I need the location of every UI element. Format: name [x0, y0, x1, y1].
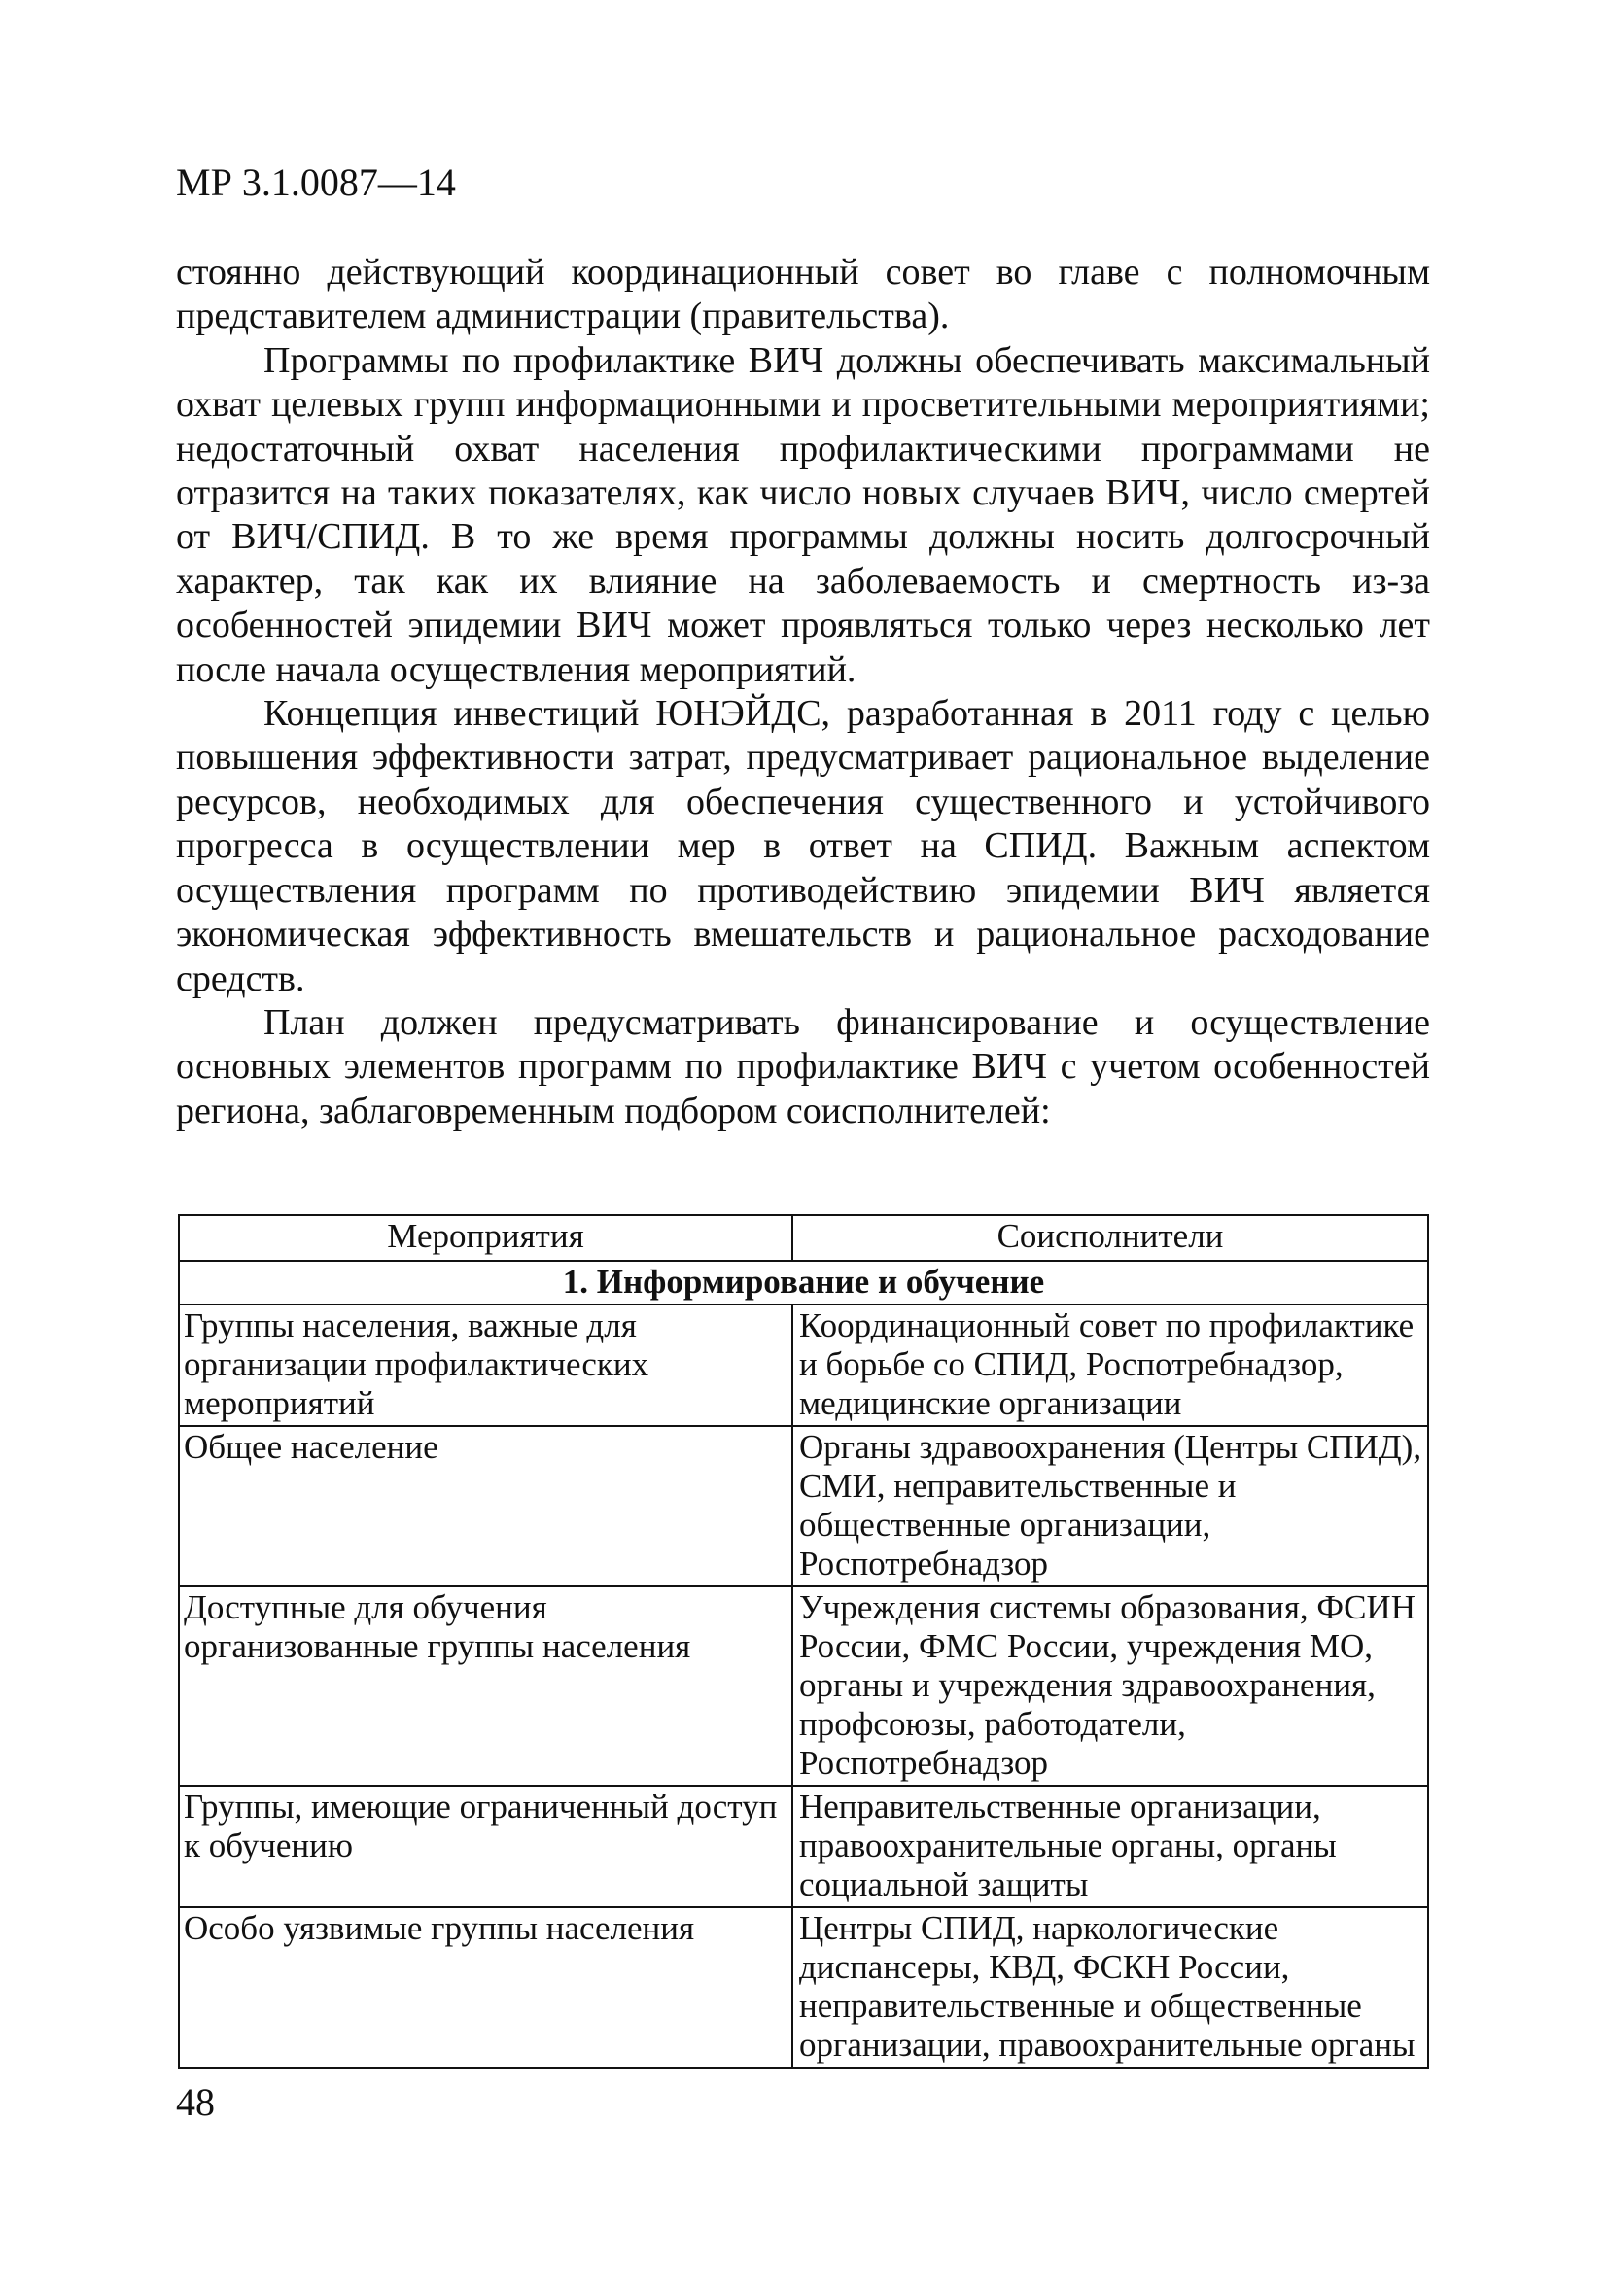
table-row — [179, 1907, 1428, 2068]
activity-cell: Группы населения, важные для организации профилактических мероприятий — [179, 1305, 792, 1426]
co-executors-cell: Центры СПИД, наркологические диспансеры, КВД, ФСКН России, неправительственные и общественные организации, правоохранительные органы — [792, 1907, 1428, 2068]
table-header-row — [179, 1215, 1428, 1261]
section-title: 1. Информирование и обучение — [179, 1261, 1428, 1305]
header-co-executors: Соисполнители — [792, 1215, 1428, 1261]
body-text — [176, 251, 1430, 1133]
table-row — [179, 1586, 1428, 1786]
paragraph-hiv-programs: Программы по профилактике ВИЧ должны обеспечивать максимальный охват целевых групп информационными и просветительными мероприятиями; недостаточный охват населения профилактическими программами не отразится на таких показателях, как число новых случаев ВИЧ, число смертей от ВИЧ/СПИД. В то же время программы должны носить долгосрочный характер, так как их влияние на заболеваемость и смертность из-за особенностей эпидемии ВИЧ может проявляться только через несколько лет после начала осуществления мероприятий. — [176, 339, 1430, 690]
activities-table — [178, 1214, 1429, 2069]
page-number: 48 — [176, 2080, 215, 2124]
paragraph-unaids-concept: Концепция инвестиций ЮНЭЙДС, разработанная в 2011 году с целью повышения эффективности затрат, предусматривает рациональное выделение ресурсов, необходимых для обеспечения существенного и устойчивого прогресса в осуществлении мер в ответ на СПИД. Важным аспектом осуществления программ по противодействию эпидемии ВИЧ является экономическая эффективность вмешательств и рациональное расходование средств. — [176, 693, 1430, 999]
paragraph-continuation: стоянно действующий координационный совет во главе с полномочным представителем администрации (правительства). — [176, 252, 1430, 337]
activity-cell: Доступные для обучения организованные группы населения — [179, 1586, 792, 1786]
co-executors-cell: Органы здравоохранения (Центры СПИД), СМИ, неправительственные и общественные организации, Роспотребнадзор — [792, 1426, 1428, 1586]
table-section-row — [179, 1261, 1428, 1305]
table-row — [179, 1305, 1428, 1426]
table-row — [179, 1786, 1428, 1907]
document-code: МР 3.1.0087—14 — [176, 160, 456, 204]
paragraph-plan: План должен предусматривать финансирование и осуществление основных элементов программ по профилактике ВИЧ с учетом особенностей региона, заблаговременным подбором соисполнителей: — [176, 1001, 1430, 1131]
co-executors-cell: Неправительственные организации, правоохранительные органы, органы социальной защиты — [792, 1786, 1428, 1907]
activity-cell: Группы, имеющие ограниченный доступ к обучению — [179, 1786, 792, 1907]
header-activities: Мероприятия — [179, 1215, 792, 1261]
co-executors-cell: Координационный совет по профилактике и борьбе со СПИД, Роспотребнадзор, медицинские организации — [792, 1305, 1428, 1426]
table-row — [179, 1426, 1428, 1586]
activity-cell: Особо уязвимые группы населения — [179, 1907, 792, 2068]
co-executors-cell: Учреждения системы образования, ФСИН России, ФМС России, учреждения МО, органы и учреждения здравоохранения, профсоюзы, работодатели, Роспотребнадзор — [792, 1586, 1428, 1786]
activity-cell: Общее население — [179, 1426, 792, 1586]
